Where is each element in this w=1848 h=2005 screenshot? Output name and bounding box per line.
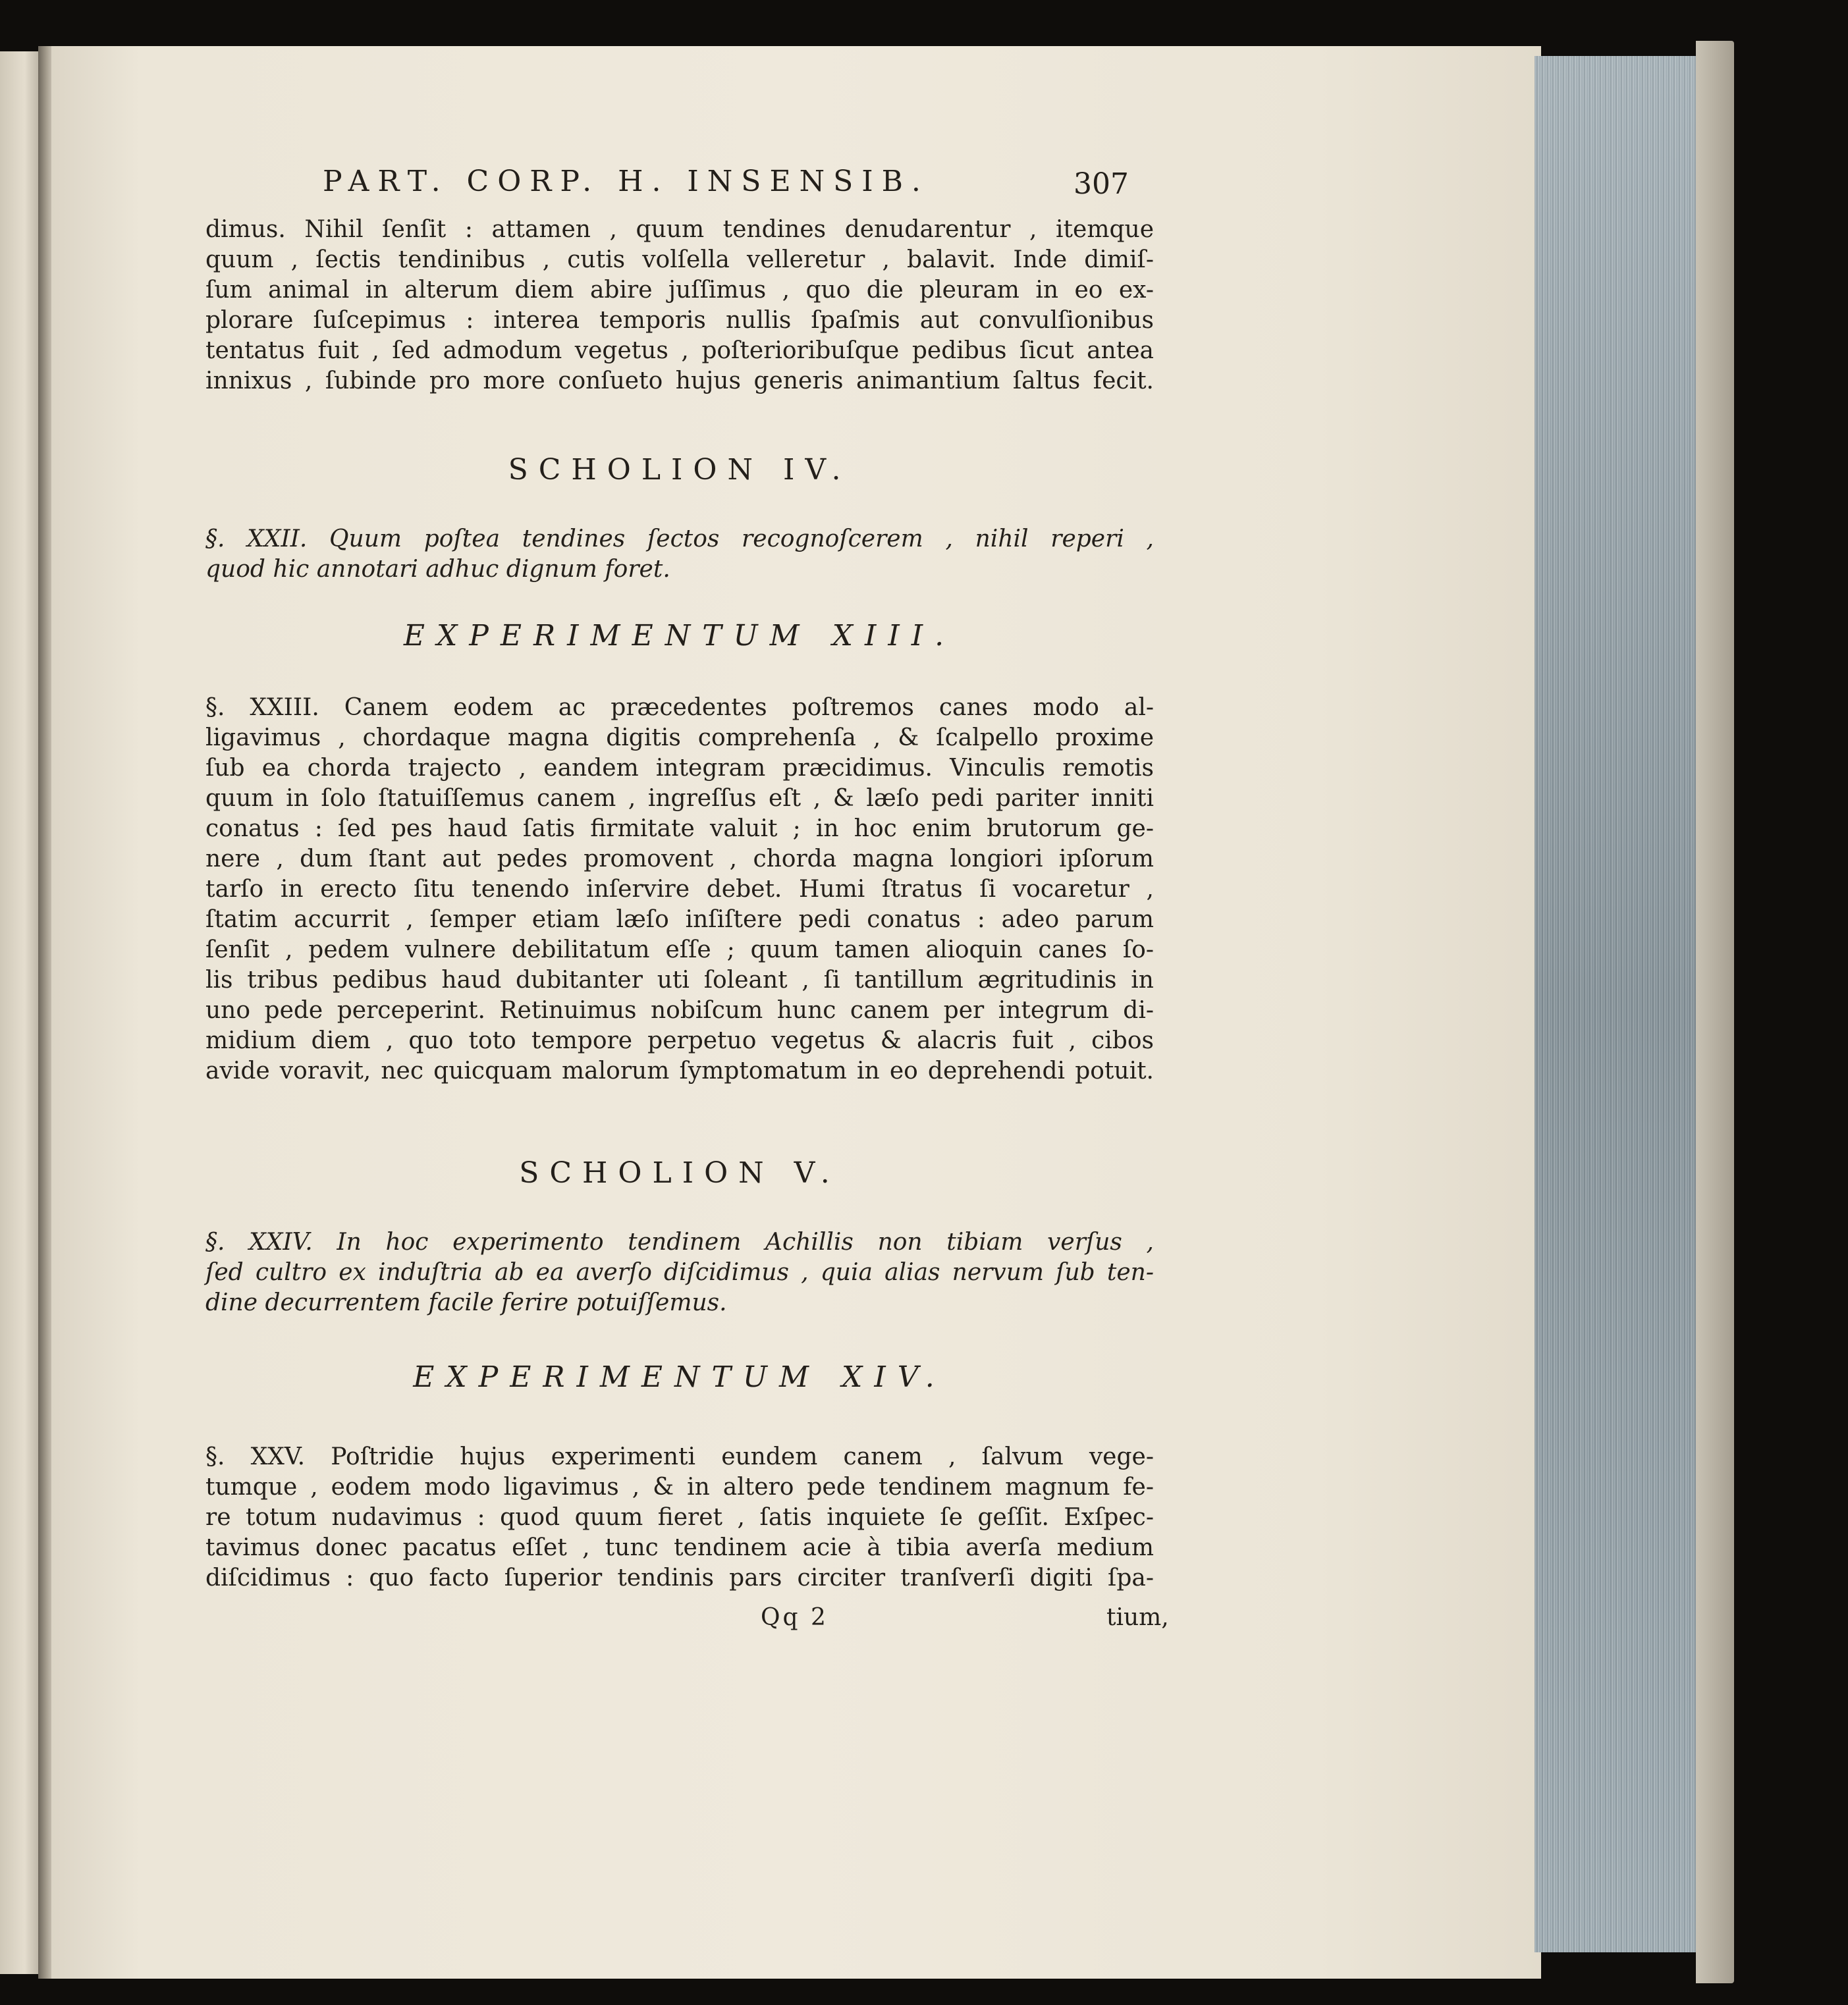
text-line: ſum animal in alterum diem abire juſſimus , quo die pleuram in eo ex- xyxy=(205,277,1154,304)
running-head xyxy=(323,165,1133,204)
text-line: §. XXII. Quum poſtea tendines ſectos recognoſcerem , nihil reperi , xyxy=(205,525,1154,552)
paragraph-xxv xyxy=(205,1442,1154,1593)
text-line: nere , dum ſtant aut pedes promovent , chorda magna longiori ipſorum xyxy=(205,845,1154,872)
text-line: dine decurrentem facile ferire potuiſſemus. xyxy=(205,1289,727,1316)
section-heading-experimentum-xiii: EXPERIMENTUM XIII. xyxy=(403,619,956,653)
paragraph-xxii xyxy=(205,524,1154,585)
text-line: conatus : ſed pes haud ſatis firmitate valuit ; in hoc enim brutorum ge- xyxy=(205,815,1154,842)
text-line: midium diem , quo toto tempore perpetuo vegetus & alacris fuit , cibos xyxy=(205,1027,1154,1054)
page-block-edges xyxy=(1535,56,1699,1952)
text-line: ſtatim accurrit , ſemper etiam læſo inſiſtere pedi conatus : adeo parum xyxy=(205,906,1154,933)
text-line: §. XXIV. In hoc experimento tendinem Achillis non tibiam verſus , xyxy=(205,1229,1154,1256)
text-line: §. XXV. Poſtridie hujus experimenti eundem canem , ſalvum vege- xyxy=(205,1443,1154,1470)
text-line: tentatus fuit , ſed admodum vegetus , poſterioribuſque pedibus ſicut antea xyxy=(205,337,1154,364)
paragraph-xxiii xyxy=(205,693,1154,1086)
text-line: ſub ea chorda trajecto , eandem integram præcidimus. Vinculis remotis xyxy=(205,755,1154,782)
section-heading-scholion-iv: SCHOLION IV. xyxy=(508,453,852,487)
facing-page-edge xyxy=(0,51,41,1974)
section-heading-experimentum-xiv: EXPERIMENTUM XIV. xyxy=(413,1360,946,1394)
text-line: quum in ſolo ſtatuiſſemus canem , ingreſſus eſt , & læſo pedi pariter inniti xyxy=(205,785,1154,812)
text-line: uno pede perceperint. Retinuimus nobiſcum hunc canem per integrum di- xyxy=(205,997,1154,1024)
paragraph-continuation xyxy=(205,215,1154,396)
text-line: lis tribus pedibus haud dubitanter uti ſoleant , ſi tantillum ægritudinis in xyxy=(205,967,1154,994)
text-line: quod hic annotari adhuc dignum foret. xyxy=(205,556,670,583)
cover-board-edge xyxy=(1696,41,1734,1983)
text-line: tumque , eodem modo ligavimus , & in altero pede tendinem magnum fe- xyxy=(205,1474,1154,1501)
section-heading-scholion-v: SCHOLION V. xyxy=(519,1156,840,1190)
text-line: ſenſit , pedem vulnere debilitatum eſſe ; quum tamen alioquin canes ſo- xyxy=(205,936,1154,963)
text-line: dimus. Nihil ſenſit : attamen , quum tendines denudarentur , itemque xyxy=(205,216,1154,243)
text-line: tavimus donec pacatus eſſet , tunc tendinem acie à tibia averſa medium xyxy=(205,1534,1154,1561)
text-line: avide voravit, nec quicquam malorum ſymptomatum in eo deprehendi potuit. xyxy=(205,1057,1154,1084)
text-line: ſed cultro ex induſtria ab ea averſo diſcidimus , quia alias nervum ſub ten- xyxy=(205,1259,1154,1286)
paragraph-xxiv xyxy=(205,1227,1154,1318)
text-line: §. XXIII. Canem eodem ac præcedentes poſtremos canes modo al- xyxy=(205,694,1154,721)
text-line: quum , ſectis tendinibus , cutis volſella velleretur , balavit. Inde dimiſ- xyxy=(205,246,1154,273)
text-line: plorare ſuſcepimus : interea temporis nullis ſpaſmis aut convulſionibus xyxy=(205,307,1154,334)
signature-mark: Qq 2 xyxy=(761,1604,829,1631)
page-number: 307 xyxy=(1073,167,1129,201)
catchword: tium, xyxy=(1106,1604,1169,1631)
text-line: innixus , ſubinde pro more conſueto hujus generis animantium ſaltus fecit. xyxy=(205,367,1154,394)
text-line: re totum nudavimus : quod quum fieret , ſatis inquiete ſe geſſit. Exſpec- xyxy=(205,1504,1154,1531)
text-line: diſcidimus : quo facto ſuperior tendinis pars circiter tranſverſi digiti ſpa- xyxy=(205,1564,1154,1591)
text-line: ligavimus , chordaque magna digitis comprehenſa , & ſcalpello proxime xyxy=(205,724,1154,751)
running-head-title: PART. CORP. H. INSENSIB. xyxy=(323,165,929,198)
text-line: tarſo in erecto ſitu tenendo inſervire debet. Humi ſtratus ſi vocaretur , xyxy=(205,876,1154,903)
